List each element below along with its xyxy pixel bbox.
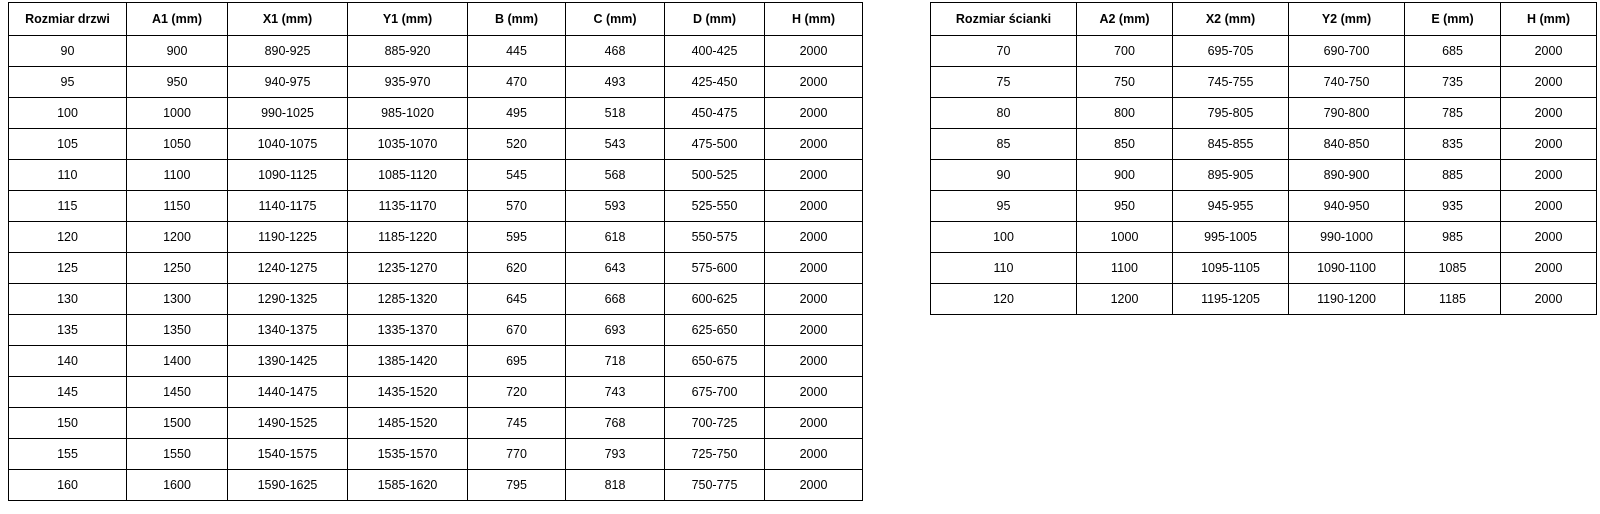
table-header-row [9, 3, 863, 36]
table-cell: 895-905 [1173, 160, 1289, 191]
table-cell: 2000 [765, 470, 863, 501]
table-cell: 1100 [1077, 253, 1173, 284]
table-cell: 1400 [127, 346, 228, 377]
table-header-row [931, 3, 1597, 36]
column-header: C (mm) [566, 3, 665, 36]
table-cell: 1090-1125 [228, 160, 348, 191]
table-cell: 2000 [1501, 129, 1597, 160]
table-cell: 850 [1077, 129, 1173, 160]
table-cell: 1390-1425 [228, 346, 348, 377]
table-cell: 940-975 [228, 67, 348, 98]
table-row [931, 160, 1597, 191]
table-cell: 100 [9, 98, 127, 129]
table-row [931, 191, 1597, 222]
table-cell: 115 [9, 191, 127, 222]
table-cell: 835 [1405, 129, 1501, 160]
table-cell: 1340-1375 [228, 315, 348, 346]
walls-table-container [930, 2, 1597, 315]
table-cell: 1385-1420 [348, 346, 468, 377]
table-cell: 643 [566, 253, 665, 284]
column-header: B (mm) [468, 3, 566, 36]
table-cell: 675-700 [665, 377, 765, 408]
walls-table-header [931, 3, 1597, 36]
table-cell: 935-970 [348, 67, 468, 98]
table-cell: 670 [468, 315, 566, 346]
table-cell: 1085 [1405, 253, 1501, 284]
column-header: D (mm) [665, 3, 765, 36]
table-cell: 545 [468, 160, 566, 191]
table-cell: 790-800 [1289, 98, 1405, 129]
table-cell: 110 [931, 253, 1077, 284]
doors-table-body [9, 36, 863, 501]
table-cell: 80 [931, 98, 1077, 129]
table-cell: 518 [566, 98, 665, 129]
table-cell: 2000 [765, 377, 863, 408]
table-cell: 700-725 [665, 408, 765, 439]
table-cell: 2000 [1501, 36, 1597, 67]
table-cell: 2000 [765, 439, 863, 470]
table-cell: 100 [931, 222, 1077, 253]
table-cell: 650-675 [665, 346, 765, 377]
table-cell: 1585-1620 [348, 470, 468, 501]
table-cell: 90 [9, 36, 127, 67]
table-cell: 495 [468, 98, 566, 129]
table-cell: 1040-1075 [228, 129, 348, 160]
table-cell: 645 [468, 284, 566, 315]
walls-table-body [931, 36, 1597, 315]
table-cell: 2000 [765, 191, 863, 222]
column-header: Y1 (mm) [348, 3, 468, 36]
column-header: X2 (mm) [1173, 3, 1289, 36]
doors-table-header [9, 3, 863, 36]
table-cell: 1235-1270 [348, 253, 468, 284]
table-cell: 150 [9, 408, 127, 439]
table-cell: 725-750 [665, 439, 765, 470]
table-cell: 695-705 [1173, 36, 1289, 67]
table-cell: 785 [1405, 98, 1501, 129]
table-cell: 2000 [1501, 67, 1597, 98]
table-cell: 1035-1070 [348, 129, 468, 160]
table-cell: 740-750 [1289, 67, 1405, 98]
table-row [931, 98, 1597, 129]
table-cell: 1090-1100 [1289, 253, 1405, 284]
table-cell: 1140-1175 [228, 191, 348, 222]
column-header: Rozmiar drzwi [9, 3, 127, 36]
table-cell: 2000 [765, 253, 863, 284]
table-cell: 468 [566, 36, 665, 67]
table-cell: 400-425 [665, 36, 765, 67]
table-row [931, 67, 1597, 98]
table-cell: 745 [468, 408, 566, 439]
table-cell: 845-855 [1173, 129, 1289, 160]
table-cell: 1135-1170 [348, 191, 468, 222]
table-cell: 2000 [765, 222, 863, 253]
table-cell: 130 [9, 284, 127, 315]
table-cell: 520 [468, 129, 566, 160]
table-cell: 575-600 [665, 253, 765, 284]
table-cell: 550-575 [665, 222, 765, 253]
table-row [931, 253, 1597, 284]
table-row [9, 346, 863, 377]
table-row [931, 284, 1597, 315]
table-cell: 985-1020 [348, 98, 468, 129]
table-cell: 1290-1325 [228, 284, 348, 315]
table-cell: 1550 [127, 439, 228, 470]
column-header: H (mm) [765, 3, 863, 36]
table-cell: 1000 [127, 98, 228, 129]
table-cell: 770 [468, 439, 566, 470]
table-cell: 95 [931, 191, 1077, 222]
table-cell: 668 [566, 284, 665, 315]
table-cell: 990-1000 [1289, 222, 1405, 253]
table-cell: 600-625 [665, 284, 765, 315]
table-cell: 525-550 [665, 191, 765, 222]
table-cell: 1195-1205 [1173, 284, 1289, 315]
table-cell: 1285-1320 [348, 284, 468, 315]
table-cell: 2000 [765, 98, 863, 129]
table-cell: 2000 [1501, 191, 1597, 222]
table-cell: 1200 [1077, 284, 1173, 315]
table-cell: 155 [9, 439, 127, 470]
table-cell: 890-900 [1289, 160, 1405, 191]
table-cell: 1085-1120 [348, 160, 468, 191]
table-cell: 1185-1220 [348, 222, 468, 253]
table-cell: 125 [9, 253, 127, 284]
column-header: A2 (mm) [1077, 3, 1173, 36]
table-row [9, 408, 863, 439]
table-cell: 885-920 [348, 36, 468, 67]
table-cell: 1200 [127, 222, 228, 253]
table-cell: 940-950 [1289, 191, 1405, 222]
table-cell: 695 [468, 346, 566, 377]
table-cell: 693 [566, 315, 665, 346]
table-cell: 1000 [1077, 222, 1173, 253]
table-cell: 950 [127, 67, 228, 98]
table-cell: 595 [468, 222, 566, 253]
table-cell: 1535-1570 [348, 439, 468, 470]
table-cell: 2000 [765, 67, 863, 98]
table-row [9, 253, 863, 284]
table-cell: 990-1025 [228, 98, 348, 129]
table-cell: 750-775 [665, 470, 765, 501]
table-cell: 85 [931, 129, 1077, 160]
table-cell: 1250 [127, 253, 228, 284]
table-cell: 2000 [1501, 98, 1597, 129]
table-cell: 593 [566, 191, 665, 222]
table-cell: 470 [468, 67, 566, 98]
table-cell: 1335-1370 [348, 315, 468, 346]
table-cell: 2000 [765, 284, 863, 315]
table-cell: 1540-1575 [228, 439, 348, 470]
table-cell: 1095-1105 [1173, 253, 1289, 284]
table-cell: 718 [566, 346, 665, 377]
table-cell: 2000 [1501, 160, 1597, 191]
table-cell: 800 [1077, 98, 1173, 129]
table-cell: 750 [1077, 67, 1173, 98]
table-cell: 160 [9, 470, 127, 501]
table-cell: 568 [566, 160, 665, 191]
column-header: Y2 (mm) [1289, 3, 1405, 36]
table-cell: 110 [9, 160, 127, 191]
column-header: A1 (mm) [127, 3, 228, 36]
table-row [9, 129, 863, 160]
table-cell: 120 [9, 222, 127, 253]
table-row [931, 129, 1597, 160]
table-cell: 445 [468, 36, 566, 67]
table-cell: 120 [931, 284, 1077, 315]
table-cell: 1485-1520 [348, 408, 468, 439]
table-cell: 685 [1405, 36, 1501, 67]
table-cell: 985 [1405, 222, 1501, 253]
table-cell: 145 [9, 377, 127, 408]
table-cell: 1150 [127, 191, 228, 222]
table-cell: 793 [566, 439, 665, 470]
table-cell: 745-755 [1173, 67, 1289, 98]
column-header: E (mm) [1405, 3, 1501, 36]
table-cell: 2000 [765, 315, 863, 346]
table-cell: 720 [468, 377, 566, 408]
table-cell: 2000 [765, 408, 863, 439]
table-cell: 2000 [765, 160, 863, 191]
table-cell: 450-475 [665, 98, 765, 129]
table-cell: 95 [9, 67, 127, 98]
table-cell: 1600 [127, 470, 228, 501]
table-row [9, 470, 863, 501]
table-cell: 795 [468, 470, 566, 501]
table-row [9, 439, 863, 470]
table-cell: 90 [931, 160, 1077, 191]
table-row [931, 36, 1597, 67]
table-cell: 935 [1405, 191, 1501, 222]
table-cell: 620 [468, 253, 566, 284]
table-cell: 105 [9, 129, 127, 160]
table-cell: 1350 [127, 315, 228, 346]
table-cell: 135 [9, 315, 127, 346]
table-cell: 1435-1520 [348, 377, 468, 408]
table-cell: 900 [1077, 160, 1173, 191]
table-cell: 735 [1405, 67, 1501, 98]
table-cell: 1440-1475 [228, 377, 348, 408]
table-cell: 700 [1077, 36, 1173, 67]
table-cell: 1500 [127, 408, 228, 439]
table-cell: 2000 [1501, 222, 1597, 253]
table-row [9, 67, 863, 98]
table-cell: 1450 [127, 377, 228, 408]
table-cell: 840-850 [1289, 129, 1405, 160]
table-cell: 2000 [1501, 253, 1597, 284]
table-row [931, 222, 1597, 253]
table-row [9, 160, 863, 191]
table-cell: 1190-1225 [228, 222, 348, 253]
table-cell: 2000 [765, 346, 863, 377]
table-cell: 1050 [127, 129, 228, 160]
table-cell: 818 [566, 470, 665, 501]
table-row [9, 315, 863, 346]
table-cell: 625-650 [665, 315, 765, 346]
table-cell: 743 [566, 377, 665, 408]
table-cell: 768 [566, 408, 665, 439]
table-cell: 950 [1077, 191, 1173, 222]
table-row [9, 284, 863, 315]
table-cell: 690-700 [1289, 36, 1405, 67]
table-row [9, 36, 863, 67]
table-cell: 475-500 [665, 129, 765, 160]
table-cell: 425-450 [665, 67, 765, 98]
table-cell: 75 [931, 67, 1077, 98]
table-cell: 1300 [127, 284, 228, 315]
table-row [9, 377, 863, 408]
table-cell: 1240-1275 [228, 253, 348, 284]
table-cell: 618 [566, 222, 665, 253]
table-cell: 900 [127, 36, 228, 67]
table-cell: 1190-1200 [1289, 284, 1405, 315]
table-row [9, 222, 863, 253]
column-header: H (mm) [1501, 3, 1597, 36]
table-cell: 890-925 [228, 36, 348, 67]
table-cell: 2000 [1501, 284, 1597, 315]
table-cell: 945-955 [1173, 191, 1289, 222]
table-cell: 1100 [127, 160, 228, 191]
table-cell: 500-525 [665, 160, 765, 191]
table-cell: 140 [9, 346, 127, 377]
doors-table-container [8, 2, 863, 501]
table-cell: 2000 [765, 129, 863, 160]
table-cell: 795-805 [1173, 98, 1289, 129]
table-cell: 2000 [765, 36, 863, 67]
table-cell: 995-1005 [1173, 222, 1289, 253]
column-header: X1 (mm) [228, 3, 348, 36]
column-header: Rozmiar ścianki [931, 3, 1077, 36]
table-cell: 1590-1625 [228, 470, 348, 501]
table-cell: 493 [566, 67, 665, 98]
table-row [9, 191, 863, 222]
table-cell: 1185 [1405, 284, 1501, 315]
walls-size-table [930, 2, 1597, 315]
table-row [9, 98, 863, 129]
doors-size-table [8, 2, 863, 501]
table-cell: 570 [468, 191, 566, 222]
table-cell: 885 [1405, 160, 1501, 191]
table-cell: 543 [566, 129, 665, 160]
table-cell: 1490-1525 [228, 408, 348, 439]
table-cell: 70 [931, 36, 1077, 67]
